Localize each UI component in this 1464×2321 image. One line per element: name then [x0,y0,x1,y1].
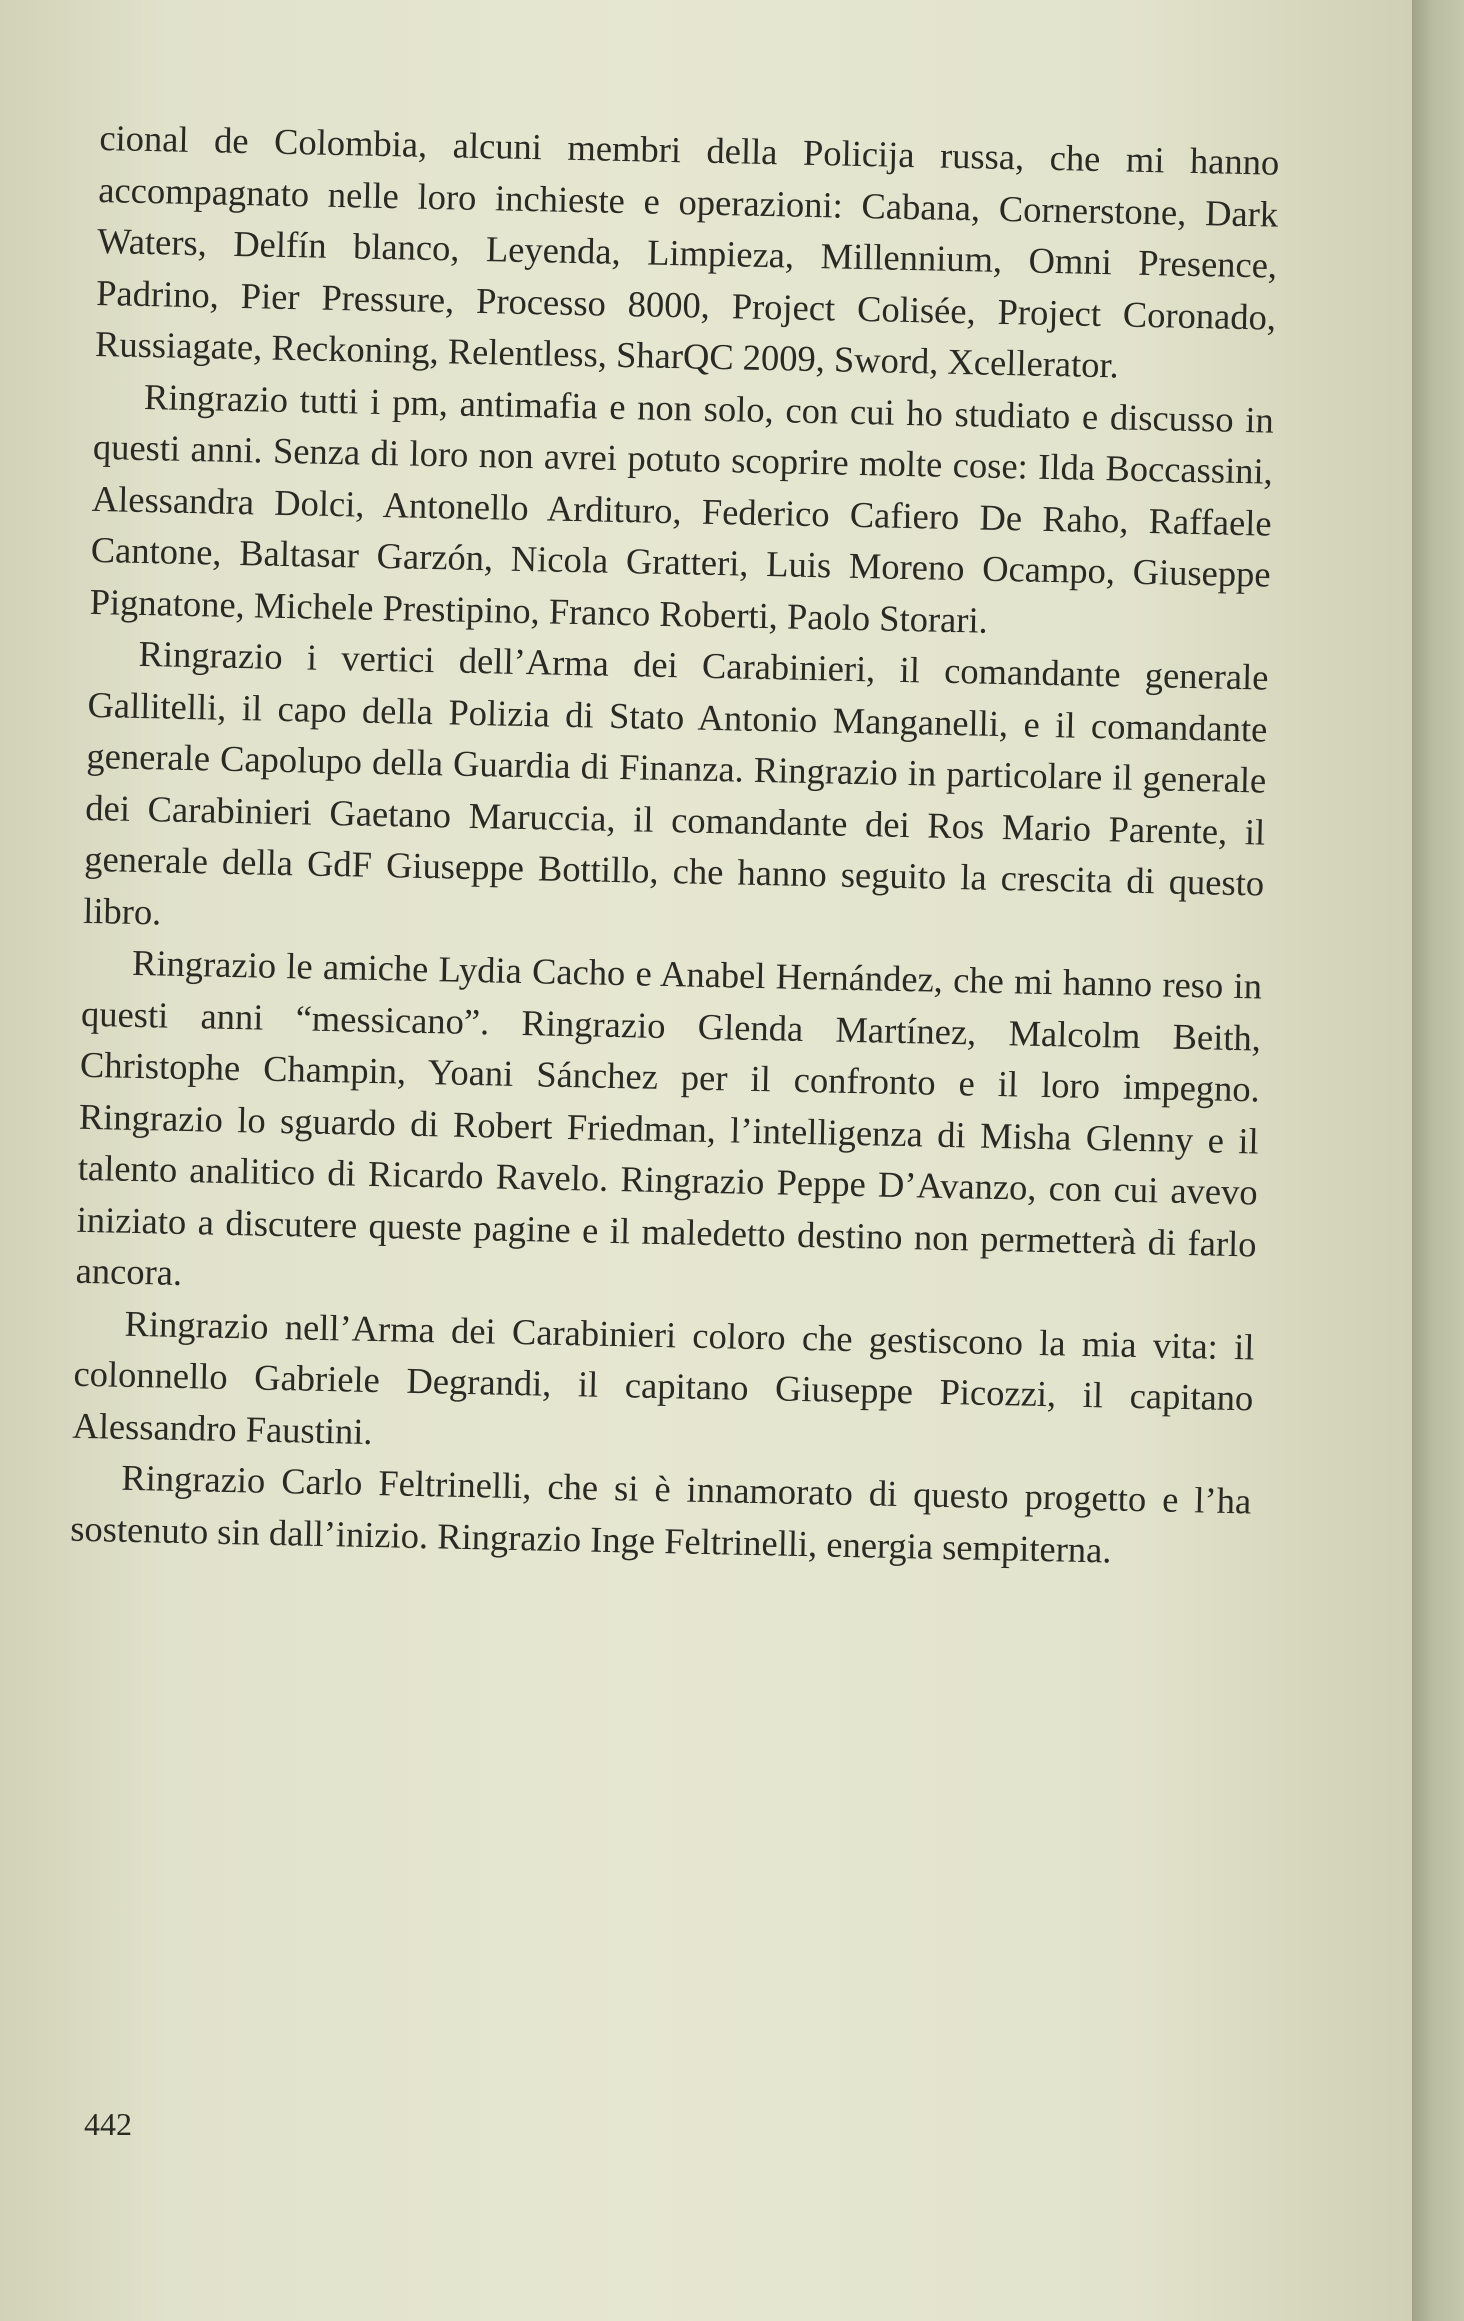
paragraph: Ringrazio le amiche Lydia Cacho e Anabel Hernández, che mi hanno reso in questi anni “messicano”. Ringrazio Glenda Martínez, Malcolm Beith, Christophe Champin, Yoani Sánchez per il confronto e il loro impegno. Ringrazio lo sguardo di Robert Friedman, l’intelligenza di Misha Glenny e il talento analitico di Ricardo Ravelo. Ringrazio Peppe D’Avanzo, con cui avevo iniziato a discutere queste pagine e il maledetto destino non permetterà di farlo ancora. [75,941,1263,1293]
page-text [70,112,1280,1578]
paragraph: cional de Colombia, alcuni membri della Policija russa, che mi hanno accompagnato nelle loro inchieste e operazioni: Cabana, Cornerstone, Dark Waters, Delfín blanco, Leyenda, Limpieza, Millennium, Omni Presence, Padrino, Pier Pressure, Processo 8000, Project Colisée, Project Coronado, Russiagate, Reckoning, Relentless, SharQC 2009, Sword, Xcellerator. [94,116,1280,386]
paragraph: Ringrazio tutti i pm, antimafia e non solo, con cui ho studiato e discusso in questi anni. Senza di loro non avrei potuto scoprire molte cose: Ilda Boccassini, Alessandra Dolci, Antonello Ardituro, Federico Cafiero De Raho, Raffaele Cantone, Baltasar Garzón, Nicola Gratteri, Luis Moreno Ocampo, Giuseppe Pignatone, Michele Prestipino, Franco Roberti, Paolo Storari. [89,375,1275,641]
paragraph: Ringrazio Carlo Feltrinelli, che si è innamorato di questo progetto e l’ha sostenuto sin dall’inizio. Ringrazio Inge Feltrinelli, energia sempiterna. [69,1456,1252,1570]
paragraph: Ringrazio nell’Arma dei Carabinieri coloro che gestiscono la mia vita: il colonnello Gabriele Degrandi, il capitano Giuseppe Picozzi, il capitano Alessandro Faustini. [72,1302,1255,1452]
page-number: 442 [84,2106,132,2142]
paragraph: Ringrazio i vertici dell’Arma dei Carabinieri, il comandante generale Gallitelli, il capo della Polizia di Stato Antonio Manganelli, e il comandante generale Capolupo della Guardia di Finanza. Ringrazio in particolare il generale dei Carabinieri Gaetano Maruccia, il comandante dei Ros Mario Parente, il generale della GdF Giuseppe Bottillo, che hanno seguito la crescita di questo libro. [82,632,1269,932]
adjacent-page-edge [1412,0,1464,2321]
